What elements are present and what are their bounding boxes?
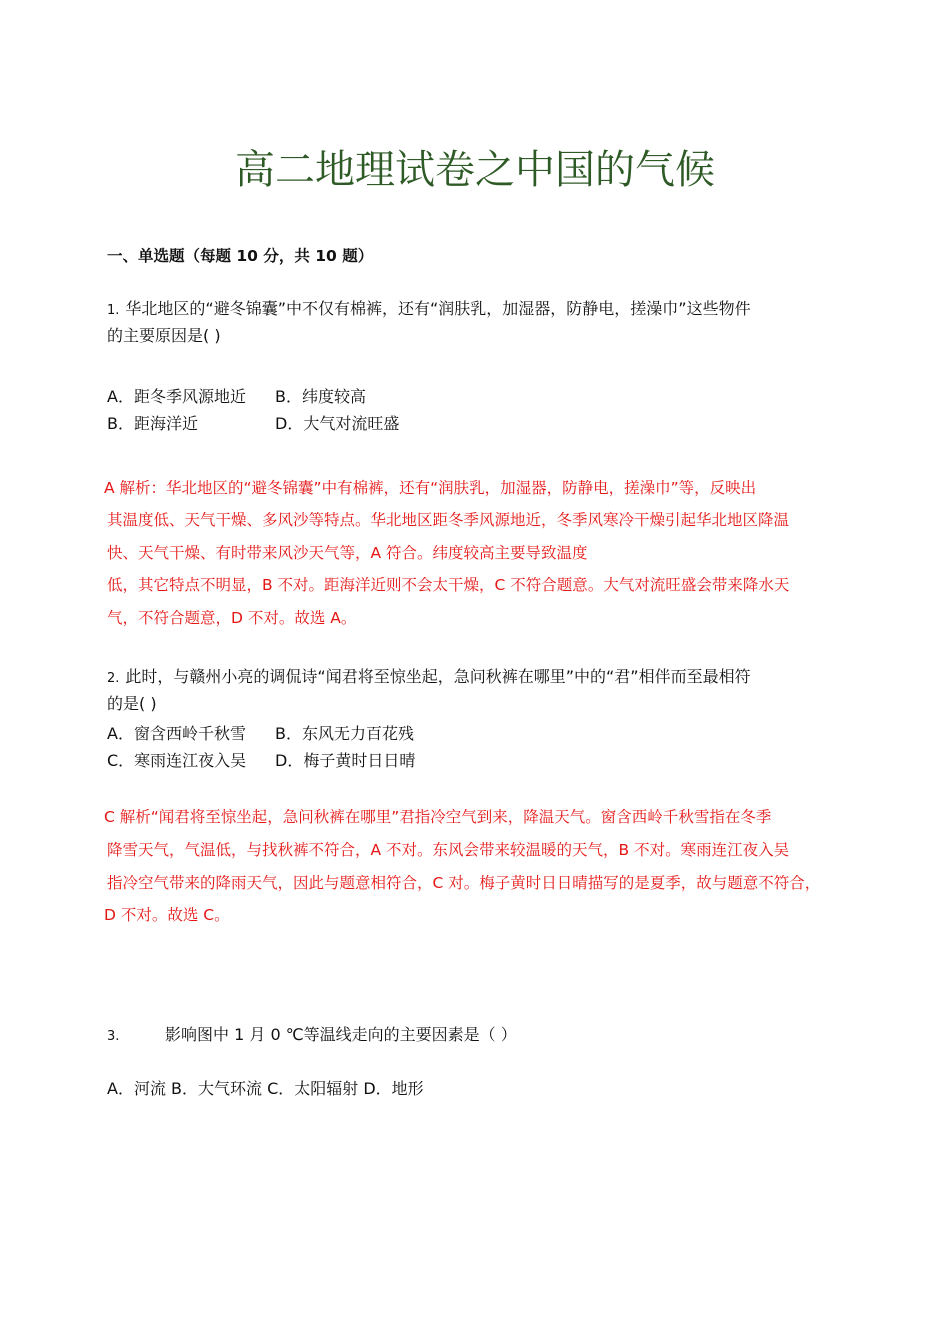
question-1-explanation-line-1: A 解析：华北地区的“避冬锦囊”中有棉裤，还有“润肤乳，加湿器，防静电，搓澡巾”等，反映出 — [104, 479, 757, 497]
question-2-options-row-1 — [107, 721, 414, 747]
question-2-option-a: A．窗含西岭千秋雪 — [107, 724, 246, 743]
question-1-option-a: A．距冬季风源地近 — [107, 387, 246, 406]
question-2-stem-line-1 — [107, 664, 751, 692]
question-1-explanation-line-5: 气，不符合题意，D 不对。故选 A。 — [107, 609, 357, 627]
question-2-stem-text: 此时，与赣州小亮的调侃诗“闻君将至惊坐起，急问秋裤在哪里”中的“君”相伴而至最相符 — [125, 667, 751, 686]
question-1-options-row-1 — [107, 384, 366, 410]
question-1-stem-text: 华北地区的“避冬锦囊”中不仅有棉裤，还有“润肤乳，加湿器，防静电，搓澡巾”这些物件 — [125, 299, 751, 318]
question-3-number: 3. — [107, 1029, 120, 1044]
section-heading: 一、单选题（每题 10 分，共 10 题） — [107, 247, 374, 265]
question-2-stem-line-2: 的是( ) — [107, 694, 157, 713]
question-1-stem-line-2: 的主要原因是( ) — [107, 326, 221, 345]
question-1-option-b: B．纬度较高 — [275, 387, 366, 406]
question-1-number: 1. — [107, 303, 120, 318]
question-2-explanation-line-3: 指冷空气带来的降雨天气，因此与题意相符合，C 对。梅子黄时日日晴描写的是夏季，故与题意不符合， — [107, 874, 821, 892]
question-2-explanation-line-1: C 解析“闻君将至惊坐起，急问秋裤在哪里”君指冷空气到来，降温天气。窗含西岭千秋雪指在冬季 — [104, 808, 772, 826]
question-1-explanation-line-4: 低，其它特点不明显，B 不对。距海洋近则不会太干燥，C 不符合题意。大气对流旺盛会带来降水天 — [107, 576, 790, 594]
page-title: 高二地理试卷之中国的气候 — [235, 147, 715, 193]
question-3-stem-text: 影响图中 1 月 0 ℃等温线走向的主要因素是（ ） — [165, 1025, 517, 1044]
question-2-explanation-line-2: 降雪天气，气温低，与找秋裤不符合，A 不对。东风会带来较温暖的天气，B 不对。寒雨连江夜入吴 — [107, 841, 790, 859]
question-2-option-d: D．梅子黄时日日晴 — [275, 751, 416, 770]
question-2-number: 2. — [107, 671, 120, 686]
question-1-options-row-2 — [107, 411, 399, 437]
question-1-explanation-line-3: 快、天气干燥、有时带来风沙天气等，A 符合。纬度较高主要导致温度 — [107, 544, 588, 562]
question-1-option-c: B．距海洋近 — [107, 414, 198, 433]
question-3-stem — [107, 1022, 517, 1050]
question-2-option-b: B．东风无力百花残 — [275, 724, 414, 743]
question-2-explanation-line-4: D 不对。故选 C。 — [104, 906, 230, 924]
question-3-options: A．河流 B．大气环流 C．太阳辐射 D．地形 — [107, 1079, 424, 1098]
question-2-options-row-2 — [107, 748, 415, 774]
question-1-stem-line-1 — [107, 296, 751, 324]
question-2-option-c: C．寒雨连江夜入吴 — [107, 751, 247, 770]
question-1-option-d: D．大气对流旺盛 — [275, 414, 400, 433]
question-1-explanation-line-2: 其温度低、天气干燥、多风沙等特点。华北地区距冬季风源地近，冬季风寒冷干燥引起华北地区降温 — [107, 511, 790, 529]
